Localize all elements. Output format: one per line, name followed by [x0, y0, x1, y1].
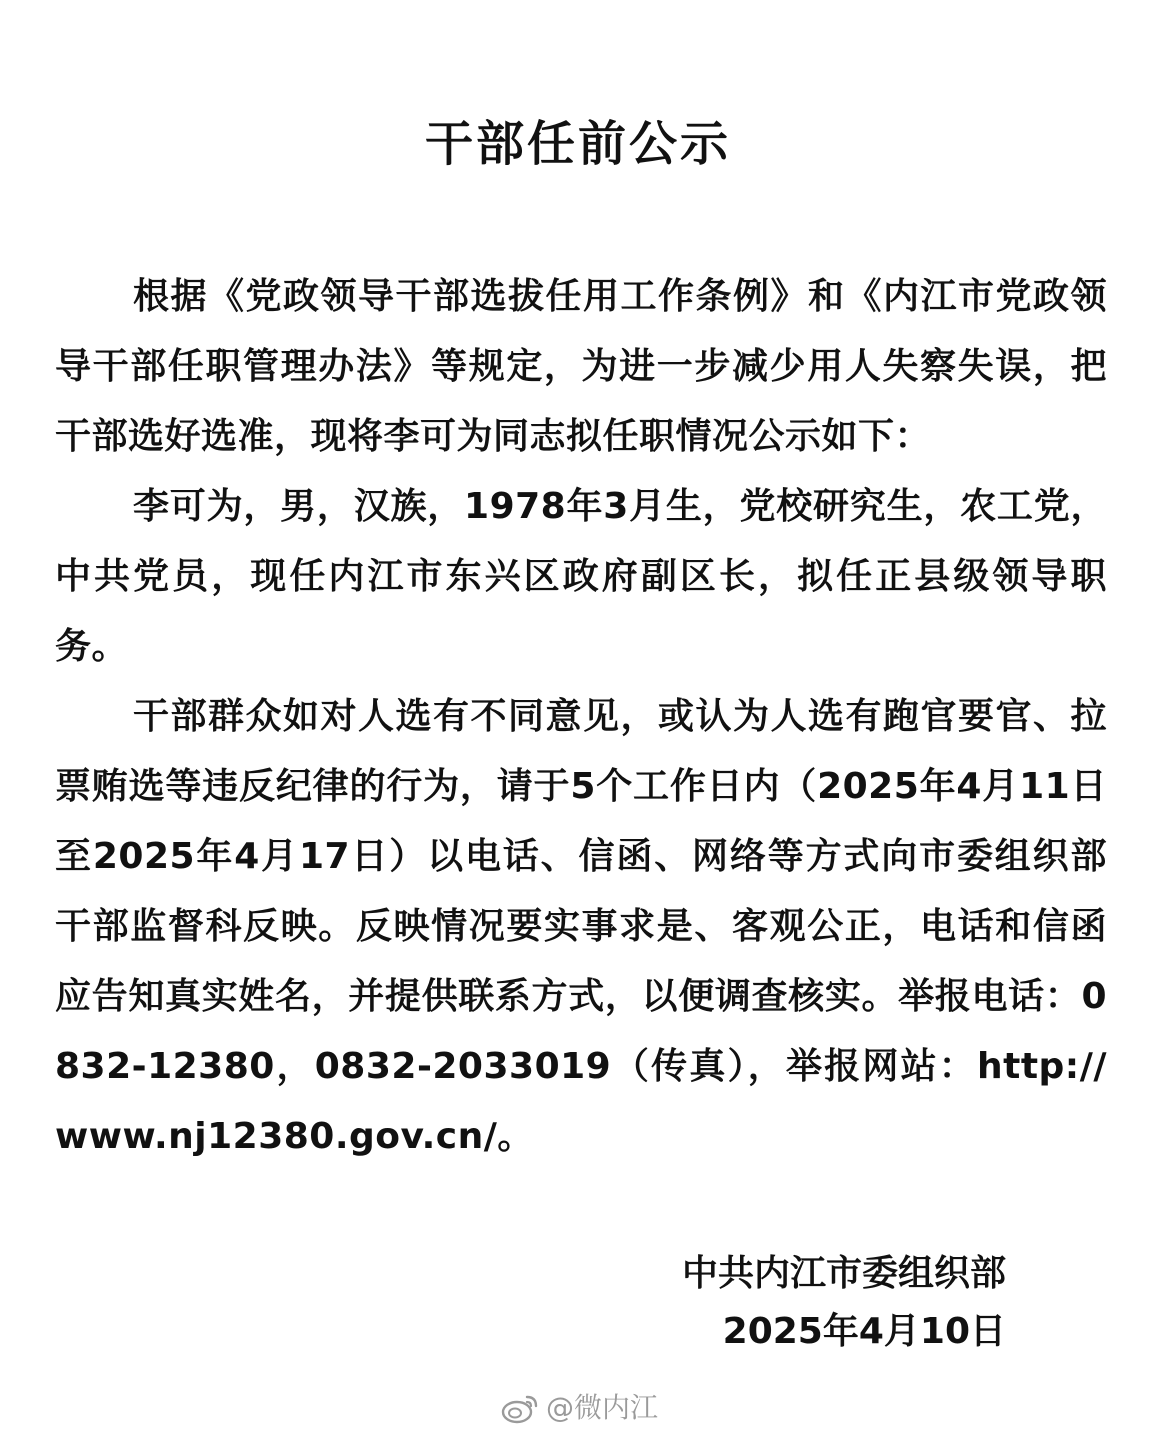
paragraph-feedback: 干部群众如对人选有不同意见，或认为人选有跑官要官、拉票贿选等违反纪律的行为，请于5个工作日内（2025年4月11日至2025年4月17日）以电话、信函、网络等方式向市委组织部干部监督科反映。反映情况要实事求是、客观公正，电话和信函应告知真实姓名，并提供联系方式，以便调查核实。举报电话：0832-12380，0832-2033019（传真），举报网站：http://www.nj12380.gov.cn/。: [55, 696, 1107, 1157]
paragraph-basis: 根据《党政领导干部选拔任用工作条例》和《内江市党政领导干部任职管理办法》等规定，为进一步减少用人失察失误，把干部选好选准，现将李可为同志拟任职情况公示如下：: [55, 276, 1107, 457]
weibo-watermark: [500, 1388, 658, 1428]
weibo-icon: [500, 1391, 540, 1425]
signature-block: [682, 1245, 1006, 1361]
watermark-text: @微内江: [546, 1391, 659, 1424]
signature-date: 2025年4月10日: [722, 1311, 1006, 1352]
notice-body: [55, 262, 1107, 1172]
page-title: 干部任前公示: [424, 116, 731, 172]
paragraph-candidate-info: 李可为，男，汉族，1978年3月生，党校研究生，农工党，中共党员，现任内江市东兴区政府副区长，拟任正县级领导职务。: [55, 486, 1107, 667]
signature-organization: 中共内江市委组织部: [681, 1253, 1006, 1294]
